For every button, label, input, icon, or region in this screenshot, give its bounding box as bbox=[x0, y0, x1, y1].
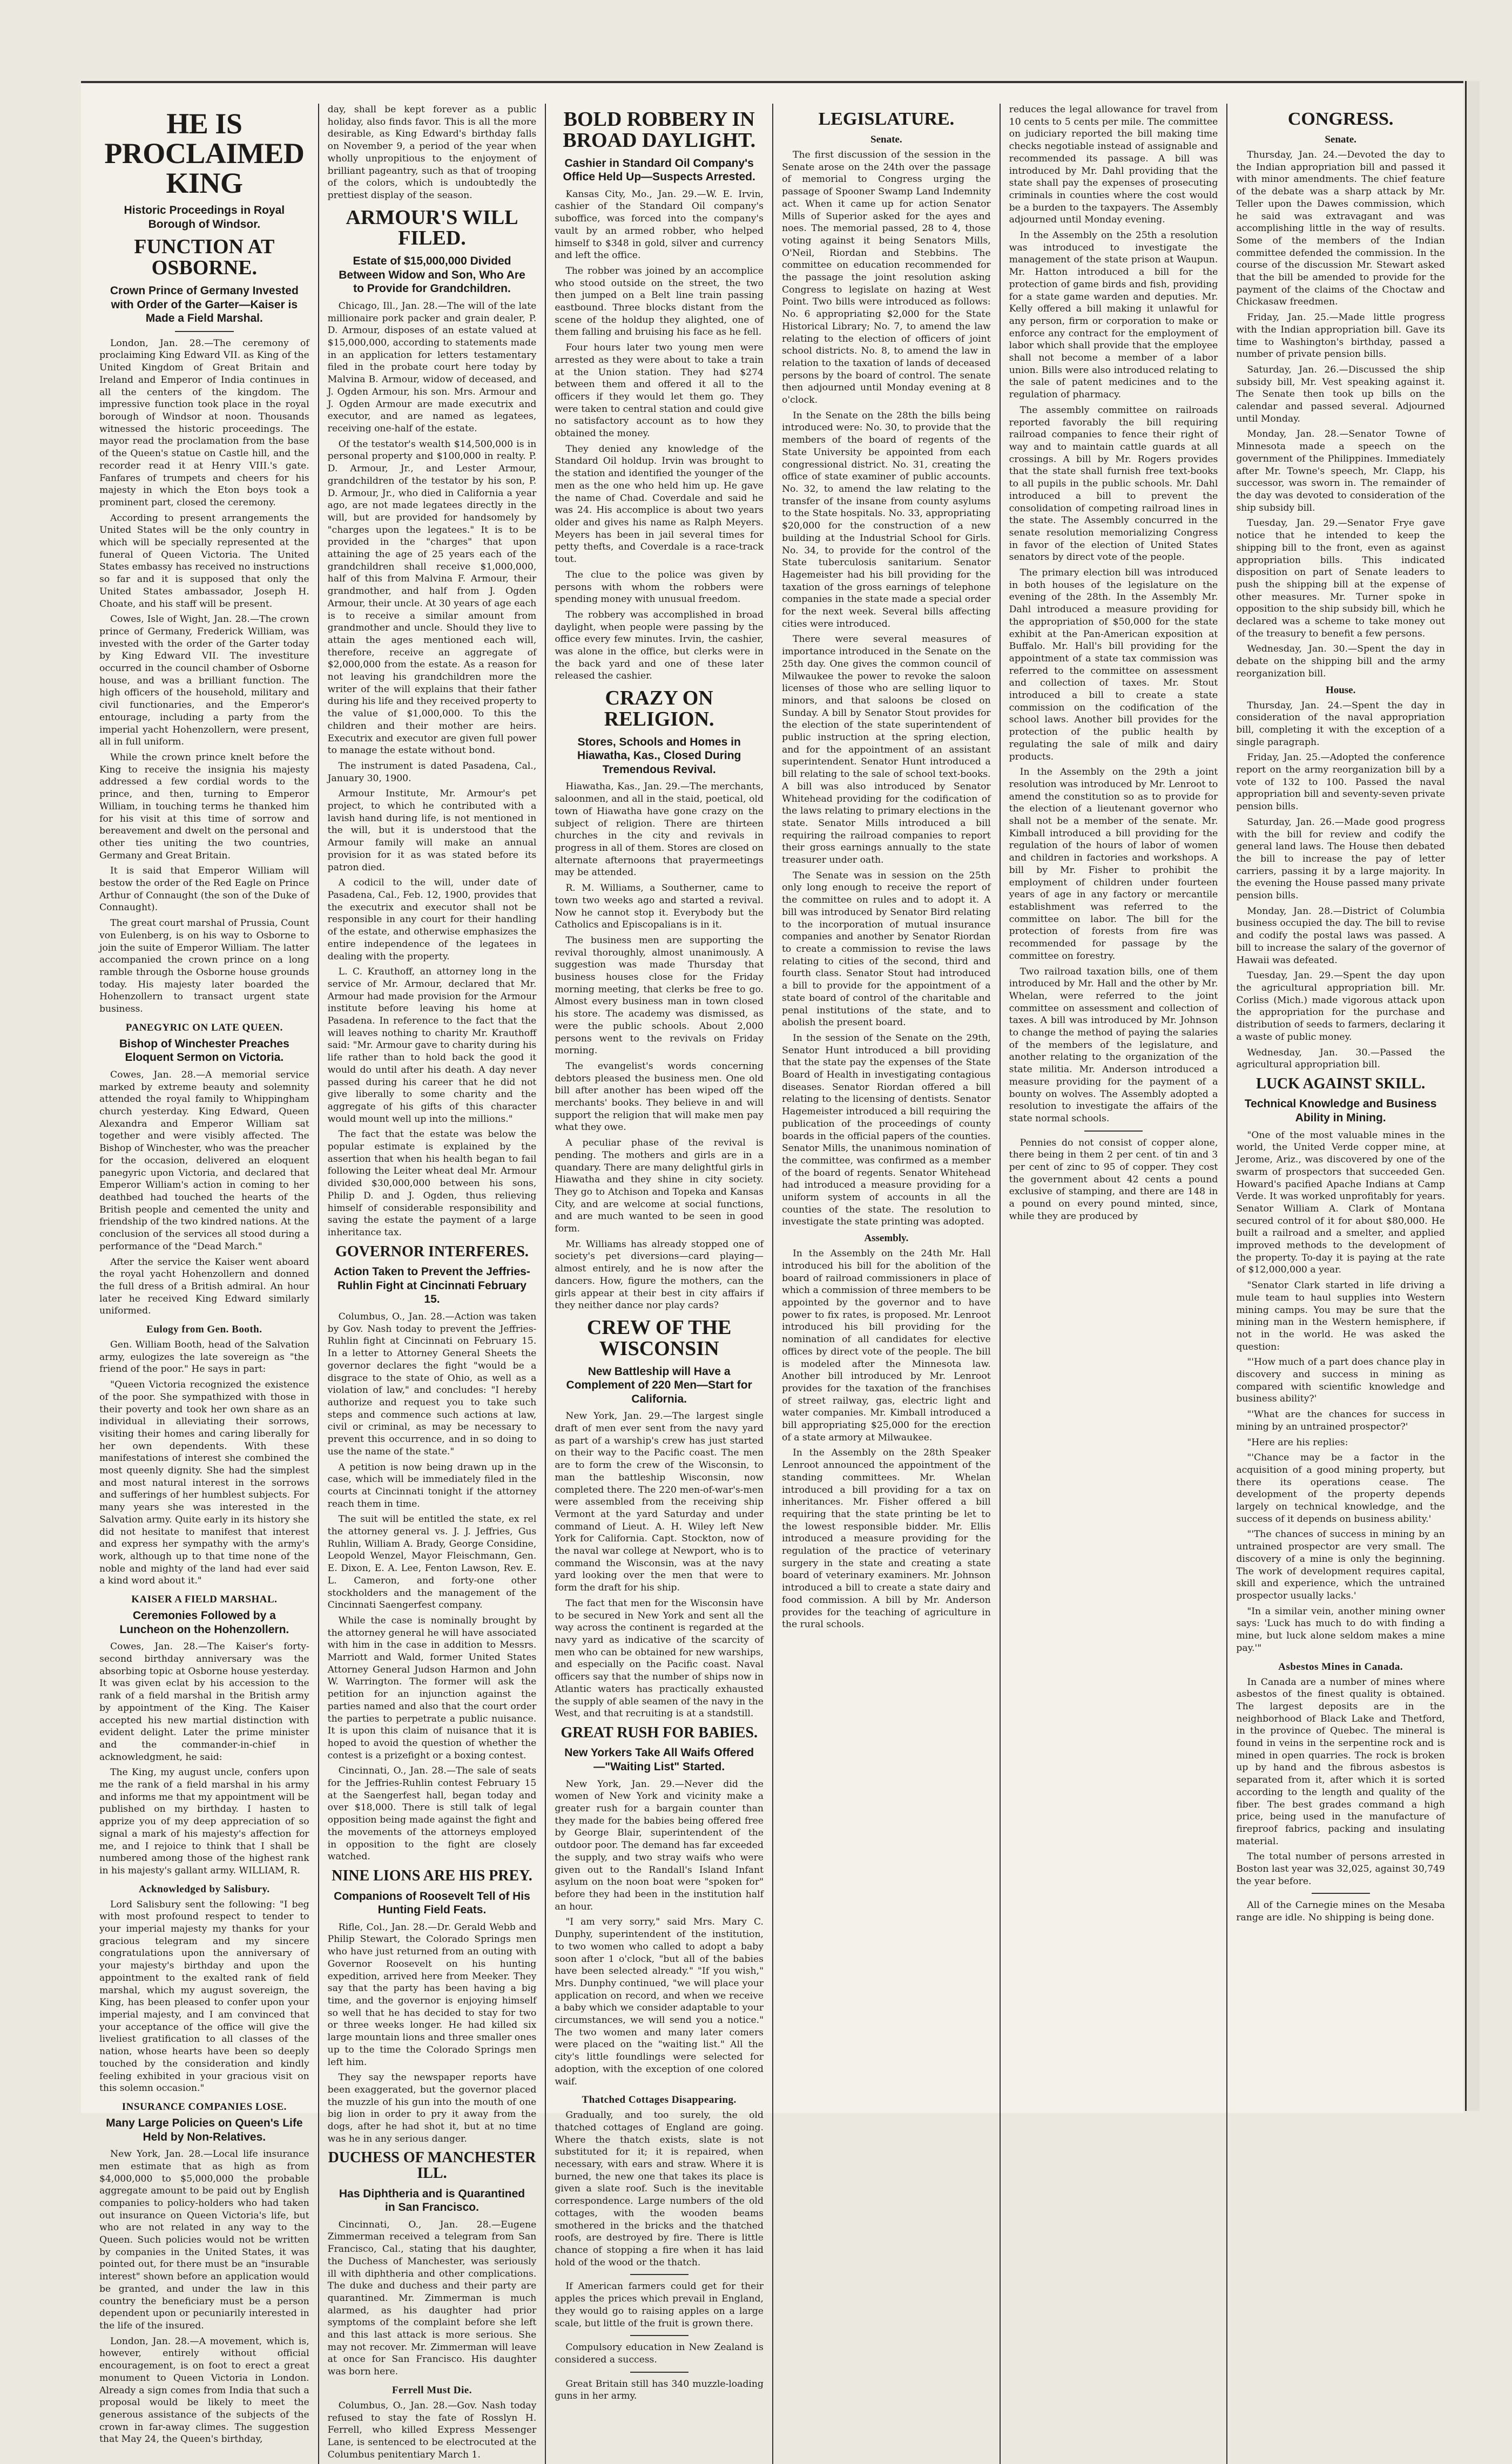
article-paragraph: The total number of persons arrested in Boston last year was 32,025, against 30,749 the year before. bbox=[1236, 1851, 1445, 1887]
column-6 bbox=[1226, 104, 1454, 2464]
article-paragraph: Gen. William Booth, head of the Salvation army, eulogizes the late sovereign as "the friend of the poor." He says in part: bbox=[99, 1339, 309, 1375]
article-paragraph: A peculiar phase of the revival is pending. The mothers and girls are in a quandary. There are many delightful girls in Hiawatha and they shine in city society. They go to Atchison and Topeka and Kansas City, and are welcome at social functions, and are much wanted to be seen in good form. bbox=[555, 1138, 764, 1235]
article-paragraph: "'What are the chances for success in mining by an untrained prospector?' bbox=[1236, 1409, 1445, 1432]
article-headline: CREW OF THE WISCONSIN bbox=[586, 1316, 732, 1360]
news-item: All of the Carnegie mines on the Mesaba range are idle. No shipping is being done. bbox=[1236, 1900, 1445, 1924]
article-paragraph: Of the testator's wealth $14,500,000 is in personal property and $100,000 in realty. P. D. Armour, Jr., and Lester Armour, grandchildren of the testator by his son, P. D. Armour, Jr., who died in California a year ago, are not made legatees directly in the will, but are provided for handsomely by "charges upon the legatees." It is to be provided in the "charges" that upon attaining the age of 25 years each of the grandchildren shall receive $1,000,000, half of this from Malvina F. Armour, their grandmother, and half from J. Ogden Armour, their uncle. At 30 years of age each is to receive a similar amount from grandmother and uncle. Should they live to attain the ages mentioned each will, therefore, receive an aggregate of $2,000,000 from the estate. As a reason for not leaving his grandchildren more the writer of the will explains that their father during his life and they received property to the value of $1,000,000. To this the children and their mother are heirs. Executrix and executor are given full power to manage the estate without bond. bbox=[327, 438, 537, 756]
section-title: CONGRESS. bbox=[1287, 109, 1394, 129]
article-paragraph: reduces the legal allowance for travel from 10 cents to 5 cents per mile. The committee on judiciary reported the bill making time checks negotiable instead of assignable and recommended its passage. A bill was introduced by Mr. Dahl providing that the state shall pay the expenses of prosecuting criminals in counties where the cost would be a burden to the taxpayers. The Assembly adjourned until Monday evening. bbox=[1009, 104, 1218, 226]
article-paragraph: The first discussion of the session in the Senate arose on the 24th over the passage of memorial to Congress urging the passage of Spooner Swamp Land Indemnity act. When it came up for action Senator Mills of Superior asked for the ayes and noes. The memorial passed, 28 to 4, those voting against it being Senators Mills, O'Neil, Riordan and Stebbins. The committee on education recommended for the passage the joint resolution asking Congress to legislate on hazing at West Point. Two bills were introduced as follows: No. 6 appropriating $2,000 for the State Historical Library; No. 7, to amend the law relating to the election of officers of joint school districts. No. 8, to amend the law in relation to the taxation of lands of deceased persons by the board of control. The senate then adjourned until Monday evening at 8 o'clock. bbox=[781, 150, 991, 406]
article-subhead: Eulogy from Gen. Booth. bbox=[146, 1324, 262, 1336]
article-paragraph: Gradually, and too surely, the old thatched cottages of England are going. Where the thatch exists, slate is not substituted for it; it is repaired, when necessary, with ears and straw. Where it is burned, the new one that takes its place is given a slate roof. Such is the inevitable correspondence. Large numbers of the old cottages, with the wooden beams smothered in the bricks and the thatched roofs, are destroyed by fire. There is little chance of stopping a fire when it has laid hold of the wood or the thatch. bbox=[555, 2110, 764, 2268]
article-deck: New Yorkers Take All Waifs Offered —"Waiting List" Started. bbox=[564, 1747, 754, 1773]
article-subhead: Ferrell Must Die. bbox=[392, 2384, 472, 2396]
newspaper-page bbox=[81, 81, 1463, 2460]
article-paragraph: In the Senate on the 28th the bills being introduced were: No. 30, to provide that the members of the board of regents of the State University be appointed from each congressional district. No. 31, creating the office of state examiner of public accounts. No. 32, to amend the law relating to the transfer of the insane from county asylums to the State hospitals. No. 33, appropriating $20,000 for the construction of a new building at the Industrial School for Girls. No. 34, to provide for the control of the State tuberculosis sanitarium. Senator Hagemeister had his bill providing for the taxation of the gross earnings of telephone companies in the state made a special order for the next week. Several bills affecting cities were introduced. bbox=[781, 410, 991, 629]
article-deck: Has Diphtheria and is Quarantined in San Francisco. bbox=[339, 2187, 525, 2214]
article-paragraph: The business men are supporting the revival thoroughly, almost unanimously. A suggestion was made Thursday that business houses close for the Friday morning meeting, that clerks be free to go. Almost every business man in town closed his store. The academy was dismissed, as were the public schools. About 2,000 persons went to the revivals on Friday morning. bbox=[555, 935, 764, 1057]
article-paragraph: The primary election bill was introduced in both houses of the legislature on the evening of the 28th. In the Assembly Mr. Dahl introduced a measure providing for the appropriation of $50,000 for the state exhibit at the Pan-American exposition at Buffalo. Mr. Hall's bill providing for the appointment of a state tax commission was referred to the committee on assessment and collection of taxes. Mr. Stout introduced a bill to create a state commission on the codification of the school laws. Another bill provides for the protection of the public health by regulating the sale of milk and dairy products. bbox=[1009, 567, 1218, 762]
article-headline: CRAZY ON RELIGION. bbox=[604, 687, 714, 730]
article-paragraph: After the service the Kaiser went aboard the royal yacht Hohenzollern and donned the full dress of a British admiral. An hour later he received King Edward similarly uniformed. bbox=[99, 1256, 309, 1317]
article-paragraph: Thursday, Jan. 24.—Spent the day in consideration of the naval appropriation bill, completing it with the exception of a single paragraph. bbox=[1236, 700, 1445, 748]
divider bbox=[1312, 1893, 1370, 1894]
article-paragraph: Two railroad taxation bills, one of them introduced by Mr. Hall and the other by Mr. Whelan, were referred to the joint committee on assessment and collection of taxes. A bill was introduced by Mr. Johnson to change the method of paying the salaries of the members of the legislature, and another relating to the organization of the state militia. Mr. Anderson introduced a measure providing for the payment of a bounty on wolves. The Assembly adopted a resolution to investigate the affairs of the state normal schools. bbox=[1009, 966, 1218, 1124]
article-paragraph: day, shall be kept forever as a public holiday, also finds favor. This is all the more desirable, as King Edward's birthday falls on November 9, a period of the year when wholly unpropitious to the enjoyment of brilliant pageantry, such as that of trooping of the colors, which is undoubtedly the prettiest display of the season. bbox=[327, 104, 537, 201]
column-4 bbox=[772, 104, 1000, 2464]
article-deck: Historic Proceedings in Royal Borough of Windsor. bbox=[124, 204, 285, 231]
article-paragraph: New York, Jan. 28.—Local life insurance men estimate that as high as from $4,000,000 to $5,000,000 the probable aggregate amount to be paid out by English companies to policy-holders who had taken out insurance on Queen Victoria's life, but who are not related in any way to the Queen. Such policies would not be written by companies in the United States, it was pointed out, for there must be an "insurable interest" shown before an application would be granted, and under the law in this country the beneficiary must be a person dependent upon or pecuniarily interested in the life of the insured. bbox=[99, 2149, 309, 2331]
article-headline: GOVERNOR INTERFERES. bbox=[335, 1243, 529, 1260]
article-paragraph: Saturday, Jan. 26.—Discussed the ship subsidy bill, Mr. Vest speaking against it. The Senate then took up bills on the calendar and passed several. Adjourned until Monday. bbox=[1236, 364, 1445, 424]
article-headline: BOLD ROBBERY IN BROAD DAYLIGHT. bbox=[563, 108, 756, 152]
article-paragraph: The instrument is dated Pasadena, Cal., January 30, 1900. bbox=[327, 760, 537, 784]
article-headline: LUCK AGAINST SKILL. bbox=[1256, 1075, 1426, 1092]
article-paragraph: Saturday, Jan. 26.—Made good progress with the bill for review and codify the general land laws. The House then debated the bill to increase the pay of letter carriers, passing it by a large majority. In the evening the House passed many private pension bills. bbox=[1236, 816, 1445, 902]
article-subhead: PANEGYRIC ON LATE QUEEN. bbox=[125, 1021, 283, 1033]
article-paragraph: Cowes, Jan. 28.—A memorial service marked by extreme beauty and solemnity attended the royal family to Whippingham church yesterday. King Edward, Queen Alexandra and Emperor William sat together and were visibly affected. The Bishop of Winchester, who was the preacher for the occasion, delivered an eloquent panegyric upon Victoria, and declared that Emperor William's action in coming to her deathbed had touched the hearts of the British people and cemented the unity and friendship of the two kindred nations. At the conclusion of the services all stood during a performance of the "Dead March." bbox=[99, 1069, 309, 1252]
article-paragraph: The fact that men for the Wisconsin have to be secured in New York and sent all the way across the continent is regarded at the navy yard as indicative of the scarcity of men who can be obtained for new warships, and especially on the Pacific coast. Naval officers say that the number of ships now in Atlantic waters has practically exhausted the supply of able seamen of the navy in the West, and that recruiting is at a standstill. bbox=[555, 1597, 764, 1720]
column-3 bbox=[545, 104, 772, 2464]
article-paragraph: The robber was joined by an accomplice who stood outside on the street, the two then jumped on a Belt line train passing eastbound. Three blocks distant from the scene of the holdup they alighted, one of them falling and bruising his face as he fell. bbox=[555, 265, 764, 338]
news-item: If American farmers could get for their apples the prices which prevail in England, they would go to raising apples on a large scale, but little of the fruit is grown there. bbox=[555, 2281, 764, 2329]
article-deck: Many Large Policies on Queen's Life Held by Non-Relatives. bbox=[106, 2116, 303, 2143]
article-paragraph: "In a similar vein, another mining owner says: 'Luck has much to do with finding a mine, but luck alone seldom makes a mine pay.'" bbox=[1236, 1606, 1445, 1654]
article-deck: Ceremonies Followed by a Luncheon on the Hohenzollern. bbox=[119, 1609, 289, 1636]
article-paragraph: "Here are his replies: bbox=[1247, 1437, 1348, 1448]
article-paragraph: New York, Jan. 29.—Never did the women of New York and vicinity make a greater rush for a bargain counter than they made for the babies being offered free by George Blair, superintendent of the outdoor poor. The demand has far exceeded the supply, and two stray waifs who were given out to the Randall's Island Infant asylum on the noon boat were "spoken for" before they had been in the institution half an hour. bbox=[555, 1778, 764, 1912]
article-paragraph: Columbus, O., Jan. 28.—Action was taken by Gov. Nash today to prevent the Jeffries-Ruhlin fight at Cincinnati on February 15. In a letter to Attorney General Sheets the governor declares the fight "would be a disgrace to the state of Ohio, as well as a violation of law," and concludes: "I hereby authorize and request you to take such steps and commence such actions at law, civil or criminal, as may be necessary to prevent this occurrence, and in so doing to use the name of the state." bbox=[327, 1311, 537, 1457]
article-paragraph: London, Jan. 28.—The ceremony of proclaiming King Edward VII. as King of the United Kingdom of Great Britain and Ireland and Emperor of India continues in all the centers of the kingdom. The impressive function took place in the royal borough of Windsor at noon. Thousands witnessed the historic proceedings. The mayor read the proclamation from the base of the Queen's statue on Castle hill, and the recorder read it at Henry VIII.'s gate. Fanfares of trumpets and cheers for his majesty in which the Eton boys took a prominent part, closed the ceremony. bbox=[99, 337, 309, 508]
article-paragraph: In the session of the Senate on the 29th, Senator Hunt introduced a bill providing that the state pay the expenses of the State Board of Health in investigating contagious diseases. Senator Riordan offered a bill relating to the licensing of dentists. Senator Hagemeister introduced a bill requiring the publication of the proceedings of county boards in the official papers of the counties. Senator Mills, the unanimous nomination of the committee, was confirmed as a member of the board of regents. Senator Whitehead had introduced a measure providing for a uniform system of accounts in all the counties of the state. The resolution to investigate the state printing was adopted. bbox=[781, 1032, 991, 1228]
article-paragraph: Rifle, Col., Jan. 28.—Dr. Gerald Webb and Philip Stewart, the Colorado Springs men who have just returned from an outing with Governor Roosevelt on his hunting expedition, arrived here from Meeker. They say that the party has been having a big time, and the governor is enjoying himself so well that he has decided to stay for two or three weeks longer. He had killed six large mountain lions and three smaller ones up to the time the Colorado Springs men left him. bbox=[327, 1921, 537, 2068]
article-paragraph: While the case is nominally brought by the attorney general he will have associated with him in the case in addition to Messrs. Marriott and Wald, former United States Attorney General Judson Harmon and John W. Warrington. The former will ask the petition for an injunction against the parties named and also that the court order the parties to perpetrate a public nuisance. It is upon this claim of nuisance that it is hoped to avoid the question of whether the contest is a prizefight or a boxing contest. bbox=[327, 1615, 537, 1761]
article-paragraph: Thursday, Jan. 24.—Devoted the day to the Indian appropriation bill and passed it with minor amendments. The chief feature of the debate was a sharp attack by Mr. Teller upon the Dawes commission, which he said was extravagant and was accomplishing little in the way of results. Some of the members of the Indian committee defended the commission. In the course of the discussion Mr. Stewart asked that the bill be amended to provide for the payment of the claims of the Choctaw and Chickasaw freedmen. bbox=[1236, 150, 1445, 308]
article-paragraph: The great court marshal of Prussia, Count von Eulenberg, is on his way to Osborne to join the suite of Emperor William. The latter accompanied the crown prince on a long ramble through the Osborne house grounds today. His majesty later boarded the Hohenzollern to transact urgent state business. bbox=[99, 918, 309, 1015]
article-paragraph: The clue to the police was given by persons with whom the robbers were spending money with unusual freedom. bbox=[555, 569, 764, 605]
article-paragraph: The King, my august uncle, confers upon me the rank of a field marshal in his army and informs me that my appointment will be published on my birthday. I hasten to apprize you of my deep appreciation of so signal a mark of his majesty's affection for me, and I rejoice to think that I shall be numbered among those of the highest rank in his majesty's gallant army. WILLIAM, R. bbox=[99, 1767, 309, 1876]
news-item: Great Britain still has 340 muzzle-loading guns in her army. bbox=[555, 2378, 764, 2402]
article-paragraph: The assembly committee on railroads reported favorably the bill requiring railroad companies to fence their right of way and to maintain cattle guards at all crossings. A bill by Mr. Rogers provides that the state shall furnish free text-books to all pupils in the public schools. Mr. Dahl introduced a bill to prevent the consolidation of competing railroad lines in the state. The Assembly concurred in the senate resolution memorializing Congress in favor of the election of United States senators by direct vote of the people. bbox=[1009, 404, 1218, 563]
article-paragraph: According to present arrangements the United States will be the only country in which will be specially represented at the funeral of Queen Victoria. The United States embassy has received no instructions so far and it is supposed that only the United States ambassador, Joseph H. Choate, and his staff will be present. bbox=[99, 512, 309, 610]
news-item: Pennies do not consist of copper alone, there being in them 2 per cent. of tin and 3 per cent of zinc to 95 of copper. They cost the government about 42 cents a pound exclusive of stamping, and there are 148 in a pound on every pound minted, since, while they are produced by bbox=[1009, 1137, 1218, 1222]
divider bbox=[1084, 1131, 1143, 1132]
section-subtitle: House. bbox=[1325, 684, 1356, 696]
article-deck: New Battleship will Have a Complement of 220 Men—Start for California. bbox=[566, 1365, 752, 1405]
article-subhead: Thatched Cottages Disappearing. bbox=[582, 2094, 737, 2106]
section-subtitle: Senate. bbox=[870, 134, 902, 145]
divider bbox=[630, 2335, 688, 2336]
article-paragraph: While the crown prince knelt before the King to receive the insignia his majesty addressed a few cordial words to the prince, and then, turning to Emperor William, in touching terms he thanked him for his visit at this time of sorrow and bereavement and dwelt on the personal and other ties uniting the two countries, Germany and Great Britain. bbox=[99, 752, 309, 861]
article-paragraph: "'How much of a part does chance play in discovery and success in mining as compared with scientific knowledge and business ability?' bbox=[1236, 1357, 1445, 1405]
article-headline: FUNCTION AT OSBORNE. bbox=[134, 235, 275, 280]
article-paragraph: The fact that the estate was below the popular estimate is explained by the assertion that when his health began to fail following the Leiter wheat deal Mr. Armour divided $30,000,000 between his sons, Philip D. and J. Ogden, thus relieving himself of considerable responsibility and saving the estate the payment of a large inheritance tax. bbox=[327, 1129, 537, 1238]
column-1 bbox=[91, 104, 318, 2464]
article-paragraph: Mr. Williams has already stopped one of society's pet diversions—card playing—almost entirely, and he is now after the dancers. How, figure the mothers, can the girls appear at their best in city affairs if they neither dance nor play cards? bbox=[555, 1238, 764, 1311]
section-title: LEGISLATURE. bbox=[818, 109, 955, 129]
article-paragraph: Chicago, Ill., Jan. 28.—The will of the late millionaire pork packer and grain dealer, P. D. Armour, disposes of an estate valued at $15,000,000, according to statements made in an application for letters testamentary filed in the probate court here today by Malvina B. Armour, widow of deceased, and J. Ogden Armour, his son. Mrs. Armour and J. Ogden Armour are made executrix and executor, and are named as legatees, receiving one-half of the estate. bbox=[327, 300, 537, 434]
article-headline: ARMOUR'S WILL FILED. bbox=[346, 206, 518, 250]
article-paragraph: It is said that Emperor William will bestow the order of the Red Eagle on Prince Arthur of Connaught (the son of the Duke of Connaught). bbox=[99, 865, 309, 913]
article-deck: Crown Prince of Germany Invested with Order of the Garter—Kaiser is Made a Field Marshal. bbox=[110, 284, 299, 325]
article-paragraph: "Senator Clark started in life driving a mule team to haul supplies into Western mining camps. You may be sure that the mining man in the Western hemisphere, if not in the world. He was asked the question: bbox=[1236, 1280, 1445, 1352]
article-paragraph: Cincinnati, O., Jan. 28.—Eugene Zimmerman received a telegram from San Francisco, Cal., stating that his daughter, the Duchess of Manchester, was seriously ill with diphtheria and other complications. The duke and duchess and their party are quarantined. Mr. Zimmerman is much alarmed, as his daughter had prior symptoms of the complaint before she left and this last attack is more serious. She may not recover. Mr. Zimmerman will leave at once for San Francisco. His daughter was born here. bbox=[327, 2219, 537, 2378]
column-2 bbox=[318, 104, 545, 2464]
article-paragraph: Friday, Jan. 25.—Made little progress with the Indian appropriation bill. Gave its time to Washington's birthday, passed a number of private pension bills. bbox=[1236, 312, 1445, 360]
article-headline: DUCHESS OF MANCHESTER ILL. bbox=[328, 2149, 536, 2182]
article-paragraph: The Senate was in session on the 25th only long enough to receive the report of the committee on rules and to adopt it. A bill was introduced by Senator Bird relating to the incorporation of mutual insurance companies and another by Senator Riordan to create a commission to revise the laws relating to cities of the second, third and fourth class. Senator Stout had introduced a bill to provide for the appointment of a state board of control of the charitable and penal institutions of the state, and to abolish the present board. bbox=[781, 870, 991, 1028]
article-subhead: Asbestos Mines in Canada. bbox=[1278, 1661, 1403, 1673]
article-paragraph: "'The chances of success in mining by an untrained prospector are very small. The discovery of a mine is only the beginning. The work of development requires capital, skill and experience, which the untrained prospector usually lacks.' bbox=[1236, 1529, 1445, 1601]
article-paragraph: In Canada are a number of mines where asbestos of the finest quality is obtained. The largest deposits are in the neighborhood of Black Lake and Thetford, in the province of Quebec. The mineral is found in veins in the serpentine rock and is mined in open quarries. The rock is broken up by hand and the fibrous asbestos is separated from it, after which it is sorted according to the length and quality of the fiber. The best grades command a high price, being used in the manufacture of fireproof fabrics, packing and insulating material. bbox=[1236, 1676, 1445, 1847]
article-paragraph: Cowes, Isle of Wight, Jan. 28.—The crown prince of Germany, Frederick William, was invested with the order of the Garter today by King Edward VII. The investiture occurred in the council chamber of Osborne house, and was a brilliant function. The high officers of the household, military and civil functionaries, and the Emperor's entourage, including a party from the imperial yacht Hohenzollern, were present, all in full uniform. bbox=[99, 614, 309, 748]
divider bbox=[630, 2274, 688, 2275]
article-deck: Bishop of Winchester Preaches Eloquent Sermon on Victoria. bbox=[119, 1037, 289, 1064]
article-paragraph: In the Assembly on the 24th Mr. Hall introduced his bill for the abolition of the board of railroad commissioners in place of which a commission of three members to be appointed by the governor and to have power to fix rates, is proposed. Mr. Lenroot introduced his bill providing for the nomination of all candidates for elective offices by direct vote of the people. The bill is modeled after the Minnesota law. Another bill introduced by Mr. Lenroot provides for the taxation of the franchises of street railway, gas, electric light and water companies. Mr. Kimball introduced a bill appropriating $25,000 for the erection of a state armory at Milwaukee. bbox=[781, 1248, 991, 1443]
article-paragraph: Tuesday, Jan. 29.—Senator Frye gave notice that he intended to keep the shipping bill to the front, even as against appropriation bills. This indicated disposition on part of Senate leaders to push the shipping bill at the expense of other measures. Mr. Turner spoke in opposition to the ship subsidy bill, which he declared was a scheme to take money out of the treasury to benefit a few persons. bbox=[1236, 518, 1445, 639]
article-deck: Companions of Roosevelt Tell of His Hunting Field Feats. bbox=[334, 1890, 530, 1917]
article-paragraph: Cincinnati, O., Jan. 28.—The sale of seats for the Jeffries-Ruhlin contest February 15 at the Saengerfest hall, began today and over $18,000. There is still talk of legal opposition being made against the fight and the movements of the attorneys employed in opposition to the fight are closely watched. bbox=[327, 1765, 537, 1863]
section-subtitle: Assembly. bbox=[864, 1233, 909, 1244]
article-paragraph: They say the newspaper reports have been exaggerated, but the governor placed the muzzle of his gun into the mouth of one big lion in order to pry it away from the dogs, after he had shot it, but at no time was he in any serious danger. bbox=[327, 2072, 537, 2144]
article-paragraph: Armour Institute, Mr. Armour's pet project, to which he contributed with a lavish hand during life, is not mentioned in the will, but it is understood that the Armour family will make an annual provision for it as was stated before its patron died. bbox=[327, 788, 537, 873]
article-paragraph: They denied any knowledge of the Standard Oil holdup. Irvin was brought to the station and identified the younger of the men as the one who held him up. He gave the name of Chad. Coverdale and said he was 24. His accomplice is about two years older and gives his name as Ralph Meyers. Meyers has been in jail several times for petty thefts, and Coverdale is a race-track tout. bbox=[555, 443, 764, 565]
article-paragraph: Cowes, Jan. 28.—The Kaiser's forty-second birthday anniversary was the absorbing topic at Osborne house yesterday. It was given eclat by his accession to the rank of a field marshal in the British army by appointment of the King. The Kaiser accepted his new martial distinction with evident delight. Later the prime minister and the commander-in-chief in acknowledgment, he said: bbox=[99, 1641, 309, 1763]
article-headline: GREAT RUSH FOR BABIES. bbox=[561, 1724, 758, 1741]
divider bbox=[175, 331, 234, 332]
article-paragraph: Tuesday, Jan. 29.—Spent the day upon the agricultural appropriation bill. Mr. Corliss (Mich.) made vigorous attack upon the appropriation for the purchase and distribution of seeds to farmers, declaring it a waste of public money. bbox=[1236, 970, 1445, 1043]
article-paragraph: Wednesday, Jan. 30.—Passed the agricultural appropriation bill. bbox=[1236, 1047, 1445, 1071]
article-paragraph: New York, Jan. 29.—The largest single draft of men ever sent from the navy yard as part of a warship's crew has just started on their way to the Pacific coast. The men are to form the crew of the Wisconsin, to man the battleship Wisconsin, now completed there. The 220 men-of-war's-men were assembled from the receiving ship Vermont at the yard Saturday and under command of Lieut. A. H. Wiley left New York for California. Capt. Stockton, now of the naval war college at Newport, who is to command the Wisconsin, was at the navy yard looking over the men that were to form the draft for his ship. bbox=[555, 1411, 764, 1594]
article-paragraph: Hiawatha, Kas., Jan. 29.—The merchants, saloonmen, and all in the staid, poetical, old town of Hiawatha have gone crazy on the subject of religion. There are thirteen churches in the city and revivals in progress in all of them. Stores are closed on alternate afternoons that prayermeetings may be attended. bbox=[555, 781, 764, 878]
article-paragraph: In the Assembly on the 25th a resolution was introduced to investigate the management of the state prison at Waupun. Mr. Hatton introduced a bill for the protection of game birds and fish, providing for a state game warden and deputies. Mr. Kelly offered a bill making it unlawful for any person, firm or corporation to make or enforce any contract for the employment of labor which shall provide that the employee shall not become a member of a labor union. Bills were also introduced relating to the sale of patent medicines and to the regulation of pharmacy. bbox=[1009, 230, 1218, 401]
article-paragraph: London, Jan. 28.—A movement, which is, however, entirely without official encouragement, is on foot to erect a great monument to Queen Victoria in London. Already a sign comes from India that such a proposal would be likely to meet the generous assistance of the subjects of the crown in far-away climes. The suggestion that May 24, the Queen's birthday, bbox=[99, 2336, 309, 2445]
article-headline: HE IS PROCLAIMED KING bbox=[104, 107, 305, 200]
article-paragraph: "'Chance may be a factor in the acquisition of a good mining property, but there its operations cease. The development of the property depends largely on technical knowledge, and the success of it depends on business ability.' bbox=[1236, 1452, 1445, 1525]
article-deck: Technical Knowledge and Business Ability in Mining. bbox=[1244, 1098, 1437, 1125]
article-paragraph: "Queen Victoria recognized the existence of the poor. She sympathized with those in their poverty and took her own share as an individual in alleviating their sorrows, visiting their homes and caring liberally for her own dependents. With these manifestations of interest she combined the most queenly dignity. She had the simplest and most natural interest in the sorrows and sufferings of her humblest subjects. For many years she was interested in the Salvation army. Quite early in its history she did not hesitate to manifest that interest and express her sympathy with the army's work, although up to that time none of the noble and mighty of the land had ever said a kind word about it." bbox=[99, 1379, 309, 1587]
article-paragraph: L. C. Krauthoff, an attorney long in the service of Mr. Armour, declared that Mr. Armour had made provision for the Armour institute before leaving his home at Pasadena. In reference to the fact that the will leaves nothing to charity Mr. Krauthoff said: "Mr. Armour gave to charity during his life rather than to hold back the good it would do until after his death. A day never passed during his career that he did not give liberally to some charity and the aggregate of his gifts of this character would mount well up into the millions." bbox=[327, 966, 537, 1125]
article-paragraph: There were several measures of importance introduced in the Senate on the 25th day. One gives the common council of Milwaukee the power to revoke the saloon licenses of those who are selling liquor to minors, and that saloons be closed on Sunday. A bill by Senator Stout provides for the election of the state superintendent of public instruction at the spring election, and for the appointment of an assistant superintendent. Senator Hunt introduced a bill relating to the sale of school text-books. A bill was also introduced by Senator Whitehead providing for the codification of the laws relating to primary elections in the state. Senator Mills introduced a bill requiring the railroad companies to report their gross earnings annually to the state treasurer under oath. bbox=[781, 634, 991, 866]
article-paragraph: A codicil to the will, under date of Pasadena, Cal., Feb. 12, 1900, provides that the executrix and executor shall not be responsible in any court for their handling of the estate, and otherwise emphasizes the entire independence of the legatees in dealing with the property. bbox=[327, 877, 537, 962]
article-headline: NINE LIONS ARE HIS PREY. bbox=[332, 1867, 532, 1884]
article-paragraph: The robbery was accomplished in broad daylight, when people were passing by the office every few minutes. Irvin, the cashier, was alone in the office, but clerks were in the back yard and one of these later released the cashier. bbox=[555, 609, 764, 682]
column-5 bbox=[1000, 104, 1227, 2464]
article-paragraph: A petition is now being drawn up in the case, which will be immediately filed in the courts at Cincinnati tonight if the attorney reach them in time. bbox=[327, 1461, 537, 1509]
article-deck: Stores, Schools and Homes in Hiawatha, Kas., Closed During Tremendous Revival. bbox=[577, 735, 741, 776]
article-paragraph: "One of the most valuable mines in the world, the United Verde copper mine, at Jerome, Ariz., was discovered by one of the swarm of prospectors that succeeded Gen. Howard's pacified Apache Indians at Camp Verde. It was worked unprofitably for years. Senator William A. Clark of Montana secured control of it for about $80,000. He built a railroad and a smelter, and applied improved methods to the development of the property. To-day it is paying at the rate of $12,000,000 a year. bbox=[1236, 1129, 1445, 1276]
article-paragraph: In the Assembly on the 28th Speaker Lenroot announced the appointment of the standing committees. Mr. Whelan introduced a bill providing for a tax on inheritances. Mr. Fisher offered a bill requiring that the state printing be let to the lowest responsible bidder. Mr. Ellis introduced a measure providing for the regulation of the practice of veterinary surgery in the state and creating a state board of veterinary examiners. Mr. Johnson introduced a bill to create a state dairy and food commission. A bill by Mr. Anderson provides for the teaching of agriculture in the rural schools. bbox=[781, 1447, 991, 1630]
section-subtitle: Senate. bbox=[1325, 134, 1356, 145]
article-paragraph: R. M. Williams, a Southerner, came to town two weeks ago and started a revival. Now he cannot stop it. Everybody but the Catholics and Episcopalians is in it. bbox=[555, 883, 764, 931]
column-grid bbox=[91, 104, 1454, 2460]
article-deck: Cashier in Standard Oil Company's Office Held Up—Suspects Arrested. bbox=[563, 157, 755, 184]
article-paragraph: Kansas City, Mo., Jan. 29.—W. E. Irvin, cashier of the Standard Oil company's suboffice, was forced into the company's vault by an armed robber, who helped himself to $348 in gold, silver and currency and left the office. bbox=[555, 188, 764, 261]
page-edge bbox=[1465, 81, 1480, 2111]
article-paragraph: The suit will be entitled the state, ex rel the attorney general vs. J. J. Jeffries, Gus Ruhlin, William A. Brady, George Considine, Leopold Wenzel, Mayor Fleischmann, Gen. E. Dixon, E. A. Lee, Fenton Lawson, Rev. E. L. Cameron, and forty-one other stockholders and the management of the Cincinnati Saengerfest company. bbox=[327, 1514, 537, 1611]
divider bbox=[630, 2372, 688, 2373]
article-paragraph: Wednesday, Jan. 30.—Spent the day in debate on the shipping bill and the army reorganization bill. bbox=[1236, 644, 1445, 679]
article-paragraph: The evangelist's words concerning debtors pleased the business men. One old bill after another has been wiped off the merchants' books. They believe in and will support the religion that will make men pay what they owe. bbox=[555, 1060, 764, 1133]
article-paragraph: Monday, Jan. 28.—Senator Towne of Minnesota made a speech on the government of the Philippines. Immediately after Mr. Towne's speech, Mr. Clapp, his successor, was sworn in. The remainder of the day was devoted to consideration of the ship subsidy bill. bbox=[1236, 429, 1445, 513]
article-paragraph: Columbus, O., Jan. 28.—Gov. Nash today refused to stay the fate of Rosslyn H. Ferrell, who killed Express Messenger Lane, is sentenced to be electrocuted at the Columbus penitentiary March 1. bbox=[327, 2400, 537, 2460]
news-item: Compulsory education in New Zealand is considered a success. bbox=[555, 2342, 764, 2365]
article-paragraph: Four hours later two young men were arrested as they were about to take a train at the Union station. They had $274 between them and offered it all to the officers if they would let them go. They were taken to central station and could give no satisfactory account as to how they obtained the money. bbox=[555, 342, 764, 439]
article-paragraph: Monday, Jan. 28.—District of Columbia business occupied the day. The bill to revise and codify the postal laws was passed. A bill to increase the salary of the governor of Hawaii was defeated. bbox=[1236, 905, 1445, 966]
article-paragraph: In the Assembly on the 29th a joint resolution was introduced by Mr. Lenroot to amend the constitution so as to provide for the election of a lieutenant governor who shall not be a member of the senate. Mr. Kimball introduced a bill providing for the regulation of the hours of labor of women and children in factories and workshops. A bill by Mr. Fisher to prohibit the employment of children under fourteen years of age in any factory or mercantile establishment was referred to the committee on labor. The bill for the protection of forests from fire was recommended for passage by the committee on forestry. bbox=[1009, 767, 1218, 962]
article-subhead: KAISER A FIELD MARSHAL. bbox=[131, 1594, 278, 1606]
article-subhead: INSURANCE COMPANIES LOSE. bbox=[122, 2101, 287, 2113]
article-paragraph: "I am very sorry," said Mrs. Mary C. Dunphy, superintendent of the institution, to two women who called to adopt a baby soon after 1 o'clock, "but all of the babies have been selected already." "If you wish," Mrs. Dunphy continued, "we will place your application on record, and when we receive a baby which we consider adaptable to your circumstances, we will send you a notice." The two women and many later comers were placed on the "waiting list." All the city's little foundlings were selected for adoption, with the exception of one colored waif. bbox=[555, 1917, 764, 2087]
article-deck: Estate of $15,000,000 Divided Between Widow and Son, Who Are to Provide for Grandchildren. bbox=[339, 255, 525, 295]
article-subhead: Acknowledged by Salisbury. bbox=[139, 1883, 270, 1895]
article-paragraph: Friday, Jan. 25.—Adopted the conference report on the army reorganization bill by a vote of 132 to 100. Passed the naval appropriation bill and seventy-seven private pension bills. bbox=[1236, 752, 1445, 813]
article-paragraph: Lord Salisbury sent the following: "I beg with most profound respect to tender to your imperial majesty my thanks for your gracious telegram and my sincere congratulations upon the anniversary of your majesty's birthday and upon the appointment to the exalted rank of field marshal, which my august sovereign, the King, has been pleased to confer upon your imperial majesty, and I am convinced that your acceptance of the office will give the liveliest gratification to all classes of the nation, whose hearts have been so deeply touched by the consideration and kindly feeling exhibited in your gracious visit on this solemn occasion." bbox=[99, 1899, 309, 2094]
article-deck: Action Taken to Prevent the Jeffries-Ruhlin Fight at Cincinnati February 15. bbox=[334, 1265, 530, 1306]
